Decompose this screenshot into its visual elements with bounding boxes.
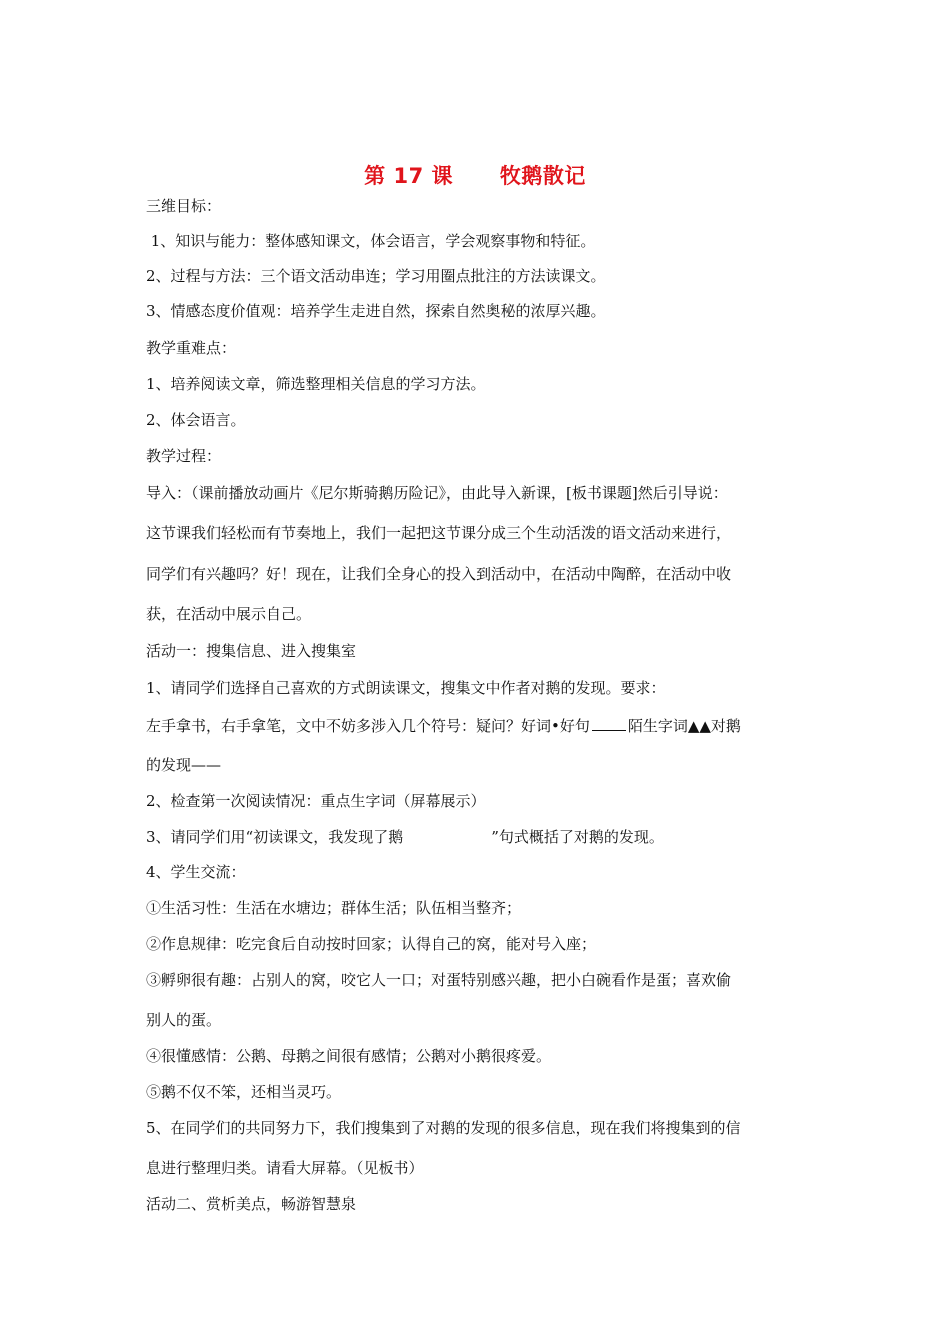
activity-1-symbols-line xyxy=(146,716,741,736)
activity-1-step-5-line-1: 5、在同学们的共同努力下，我们搜集到了对鹅的发现的很多信息，现在我们将搜集到的信 xyxy=(146,1119,741,1137)
finding-3-line-1: ③孵卵很有趣：占别人的窝，咬它人一口；对蛋特别感兴趣，把小白碗看作是蛋；喜欢偷 xyxy=(146,971,732,989)
step-3-part-1: 3、请同学们用“初读课文，我发现了鹅 xyxy=(146,828,404,846)
intro-paragraph-line-4: 获，在活动中展示自己。 xyxy=(146,605,312,623)
underline-blank xyxy=(592,718,626,731)
symbols-text-part-1: 左手拿书，右手拿笔，文中不妨多涉入几个符号：疑问？好词•好句 xyxy=(146,717,590,735)
symbols-text-part-2: 陌生字词▲▲对鹅 xyxy=(627,717,741,735)
intro-paragraph-line-2: 这节课我们轻松而有节奏地上，我们一起把这节课分成三个生动活泼的语文活动来进行， xyxy=(146,524,732,542)
finding-3-line-2: 别人的蛋。 xyxy=(146,1011,222,1029)
finding-4: ④很懂感情：公鹅、母鹅之间很有感情；公鹅对小鹅很疼爱。 xyxy=(146,1047,552,1065)
activity-1-heading: 活动一：搜集信息、进入搜集室 xyxy=(146,642,357,660)
objective-knowledge: 1、知识与能力：整体感知课文，体会语言，学会观察事物和特征。 xyxy=(146,232,596,250)
key-points-heading: 教学重难点： xyxy=(146,339,237,357)
key-point-2: 2、体会语言。 xyxy=(146,411,246,429)
activity-1-step-1: 1、请同学们选择自己喜欢的方式朗读课文，搜集文中作者对鹅的发现。要求： xyxy=(146,679,666,697)
intro-paragraph-line-3: 同学们有兴趣吗？好！现在，让我们全身心的投入到活动中，在活动中陶醉，在活动中收 xyxy=(146,565,732,583)
lesson-title: 第 17 课 牧鹅散记 xyxy=(364,164,586,188)
activity-1-step-5-line-2: 息进行整理归类。请看大屏幕。（见板书） xyxy=(146,1159,424,1177)
activity-1-step-3 xyxy=(146,827,664,847)
intro-paragraph-line-1: 导入：（课前播放动画片《尼尔斯骑鹅历险记》，由此导入新课，[板书课题]然后引导说： xyxy=(146,484,728,502)
finding-5: ⑤鹅不仅不笨，还相当灵巧。 xyxy=(146,1083,342,1101)
activity-1-step-2: 2、检查第一次阅读情况：重点生字词（屏幕展示） xyxy=(146,792,486,810)
activity-1-symbols-continued: 的发现—— xyxy=(146,756,222,774)
objective-process: 2、过程与方法：三个语文活动串连；学习用圈点批注的方法读课文。 xyxy=(146,267,606,285)
objectives-heading: 三维目标： xyxy=(146,197,222,215)
finding-1: ①生活习性：生活在水塘边；群体生活；队伍相当整齐； xyxy=(146,899,522,917)
process-heading: 教学过程： xyxy=(146,447,222,465)
finding-2: ②作息规律：吃完食后自动按时回家；认得自己的窝，能对号入座； xyxy=(146,935,597,953)
activity-1-step-4: 4、学生交流： xyxy=(146,863,246,881)
activity-2-heading: 活动二、赏析美点，畅游智慧泉 xyxy=(146,1195,357,1213)
key-point-1: 1、培养阅读文章，筛选整理相关信息的学习方法。 xyxy=(146,375,486,393)
step-3-part-2: ”句式概括了对鹅的发现。 xyxy=(491,828,664,846)
objective-emotion: 3、情感态度价值观：培养学生走进自然，探索自然奥秘的浓厚兴趣。 xyxy=(146,302,606,320)
